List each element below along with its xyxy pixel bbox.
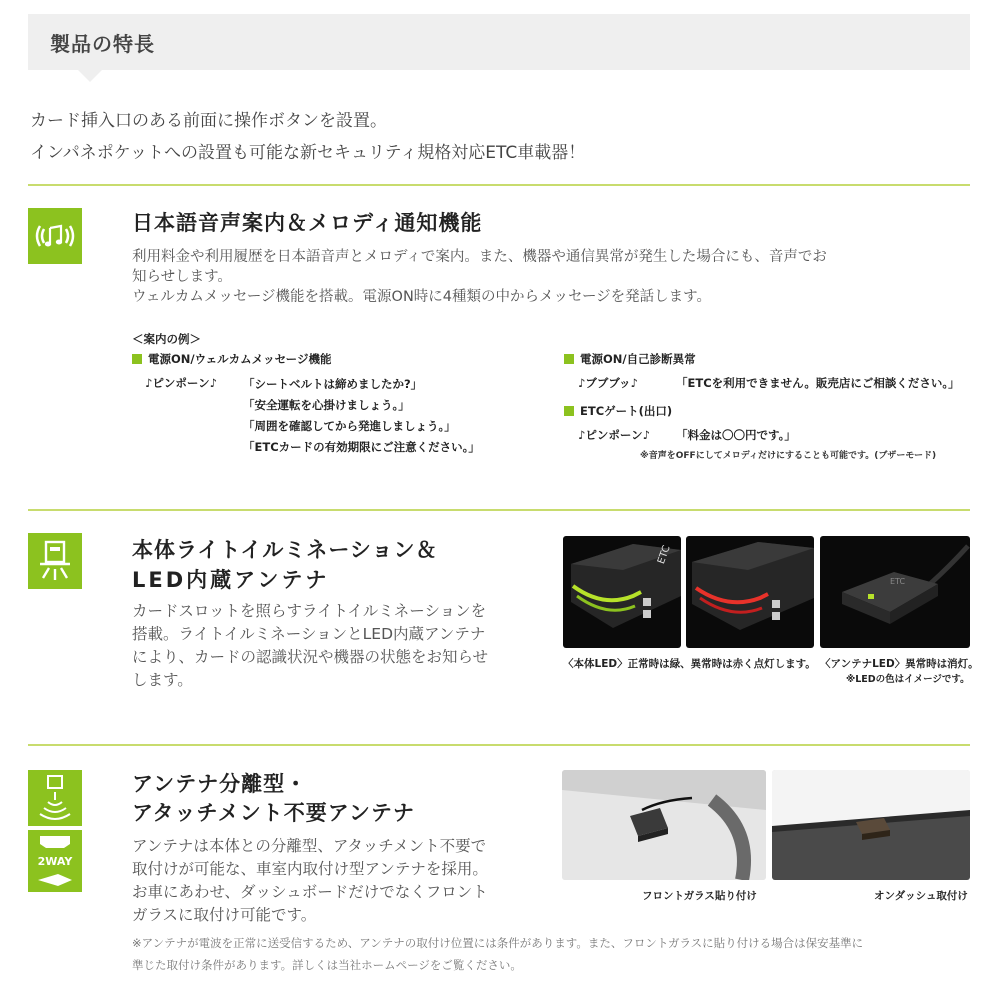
feature-2-title-line: LED内蔵アンテナ [132,568,330,592]
message-item: 「ETCを利用できません。販売店にご相談ください。」 [676,376,960,390]
antenna-label: ETC [890,577,906,586]
section-title: 製品の特長 [50,32,155,56]
divider [28,744,970,746]
example-heading-text: 電源ON/ウェルカムメッセージ機能 [148,352,332,366]
feature-2-desc-line: します。 [132,671,193,689]
sound-label: ♪ピンポーン♪ [145,376,217,390]
divider [28,184,970,186]
icon-2way-text: 2WAY [37,855,73,868]
feature-2-desc-line: カードスロットを照らすライトイルミネーションを [132,602,487,620]
photo-caption-body-led: 〈本体LED〉正常時は緑、異常時は赤く点灯します。 [563,658,816,670]
bullet-square [132,354,142,364]
feature-3-desc-line: アンテナは本体との分離型、アタッチメント不要で [132,837,487,855]
dashboard-mount-photo [772,770,970,880]
footnote-line: 準じた取付け条件があります。詳しくは当社ホームページをご覧ください。 [132,958,522,972]
sound-label: ♪ブブブッ♪ [578,376,638,390]
feature-3-title-line: アタッチメント不要アンテナ [132,801,415,825]
photo-caption-note: ※LEDの色はイメージです。 [846,674,970,685]
example-heading-gate [564,402,672,420]
music-note-sound-icon [28,208,82,264]
feature-2-description [132,600,488,692]
device-photo-red-led [686,536,814,648]
header-pointer [78,70,102,82]
intro-line-1: カード挿入口のある前面に操作ボタンを設置。 [30,111,387,131]
photo-caption-windshield: フロントガラス貼り付け [642,890,757,902]
section-header [28,14,970,70]
message-item: 「料金は〇〇円です。」 [676,428,796,442]
examples-label: ＜案内の例＞ [132,332,201,346]
feature-1-desc-line: 利用料金や利用履歴を日本語音声とメロディで案内。また、機器や通信異常が発生した場合にも、音声でお [132,249,827,265]
antenna-2way-icon [28,770,82,892]
feature-3-title-line: アンテナ分離型・ [132,772,308,796]
bullet-square [564,354,574,364]
message-item: 「周囲を確認してから発進しましょう。」 [243,419,456,433]
light-illumination-icon [28,533,82,589]
intro-text [30,105,585,169]
feature-1-description [132,247,977,307]
intro-line-2: インパネポケットへの設置も可能な新セキュリティ規格対応ETC車載器！ [30,143,586,163]
footnote [132,932,863,976]
feature-3-title [132,770,415,828]
bullet-square [564,406,574,416]
feature-3-description [132,835,488,927]
antenna-photo [820,536,970,648]
message-item: 「シートベルトは締めましたか?」 [243,377,423,391]
welcome-message-list [243,374,480,458]
footnote-line: ※アンテナが電波を正常に送受信するため、アンテナの取付け位置には条件があります。また、フロントガラスに貼り付ける場合は保安基準に [132,936,864,950]
example-heading-text: ETCゲート(出口) [580,404,673,418]
device-photo-green-led [563,536,681,648]
photo-caption-antenna-led: 〈アンテナLED〉異常時は消灯。 [820,658,979,670]
example-heading-diagnosis [564,350,696,368]
divider [28,509,970,511]
feature-2-title [132,535,437,595]
feature-1-title: 日本語音声案内＆メロディ通知機能 [132,211,483,235]
feature-1-desc-line: ウェルカムメッセージ機能を搭載。電源ON時に4種類の中からメッセージを発話します。 [132,289,712,305]
example-heading-text: 電源ON/自己診断異常 [580,352,696,366]
device-label: ETC [655,544,673,566]
feature-3-desc-line: お車にあわせ、ダッシュボードだけでなくフロント [132,883,488,901]
feature-2-title-line: 本体ライトイルミネーション＆ [132,538,438,562]
feature-1-desc-line: 知らせします。 [132,269,232,285]
photo-caption-dashboard: オンダッシュ取付け [874,890,968,902]
buzzer-note: ※音声をOFFにしてメロディだけにすることも可能です。(ブザーモード) [640,451,937,461]
feature-3-desc-line: ガラスに取付け可能です。 [132,906,317,924]
example-heading-welcome [132,350,331,368]
feature-3-desc-line: 取付けが可能な、車室内取付け型アンテナを採用。 [132,860,488,878]
sound-label: ♪ピンポーン♪ [578,428,650,442]
message-item: 「ETCカードの有効期限にご注意ください。」 [243,440,480,454]
feature-2-desc-line: により、カードの認識状況や機器の状態をお知らせ [132,648,489,666]
message-item: 「安全運転を心掛けましょう。」 [243,398,410,412]
feature-2-desc-line: 搭載。ライトイルミネーションとLED内蔵アンテナ [132,625,486,643]
windshield-mount-photo [562,770,766,880]
